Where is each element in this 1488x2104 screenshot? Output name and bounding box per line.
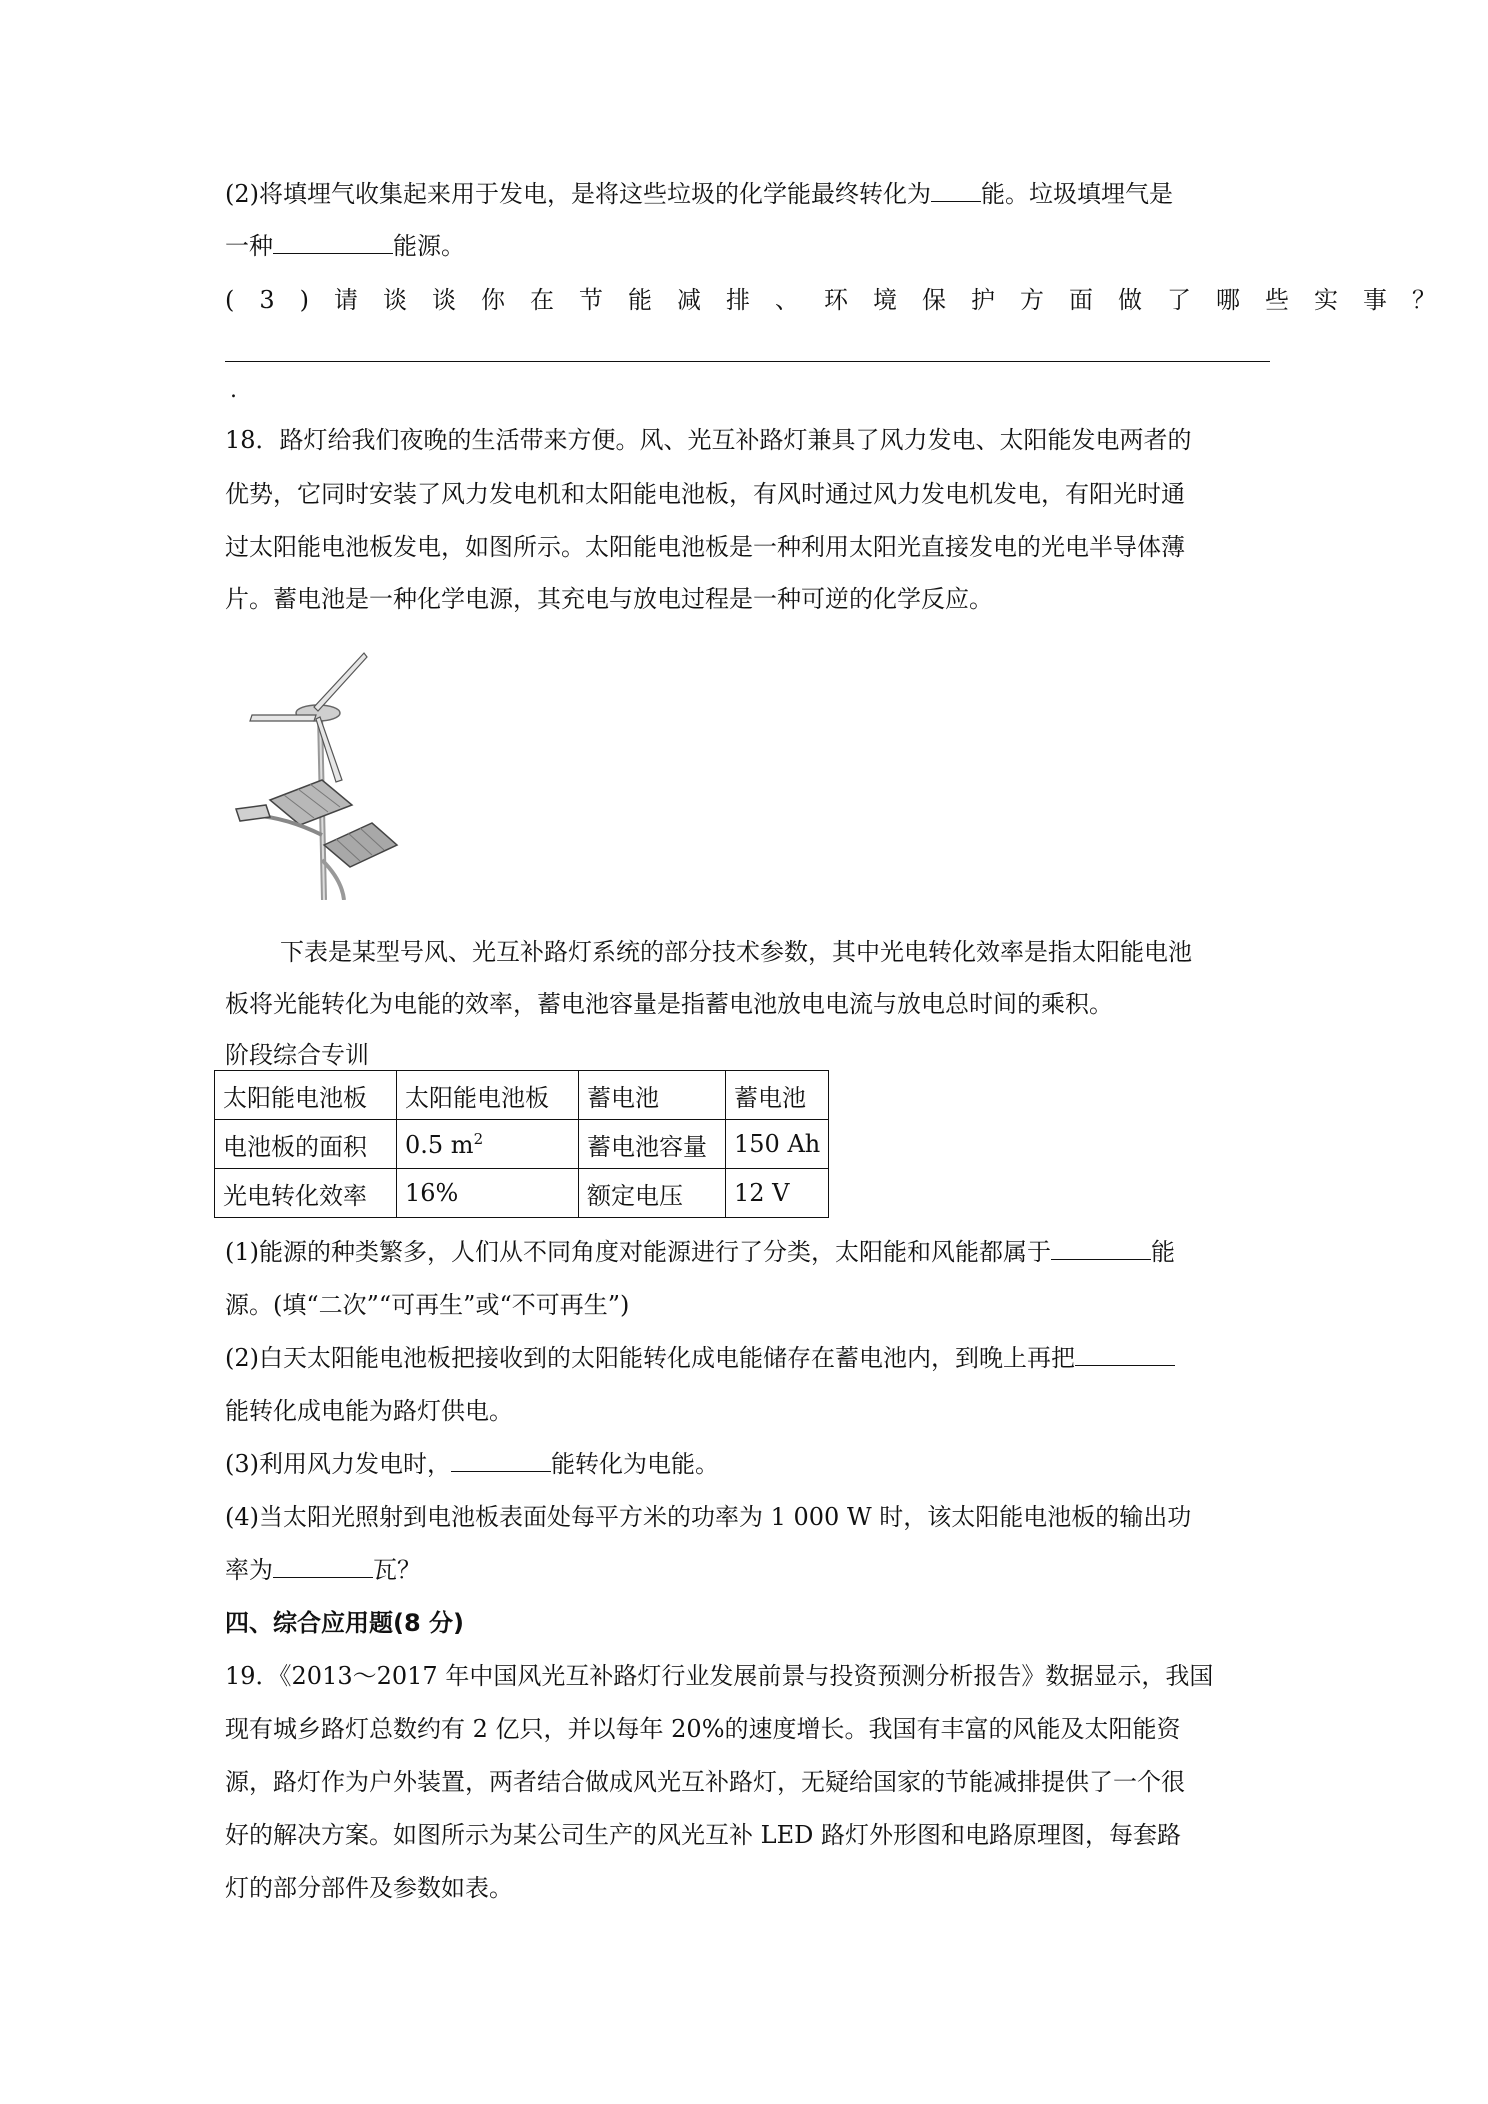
q19-line: 灯的部分部件及参数如表。	[225, 1874, 513, 1902]
q19-line: 现有城乡路灯总数约有 2 亿只，并以每年 20%的速度增长。我国有丰富的风能及太阳能资	[225, 1715, 1181, 1743]
q18-sub3-text-b: 能转化为电能。	[551, 1450, 719, 1478]
table-cell: 光电转化效率	[215, 1169, 397, 1218]
q17-part2-text-d: 能源。	[393, 232, 465, 260]
section-heading: 四、综合应用题(8 分)	[225, 1609, 464, 1637]
table-cell: 12 V	[726, 1169, 829, 1218]
table-row	[215, 1120, 829, 1169]
answer-line[interactable]	[225, 361, 1270, 362]
q19-line: 源，路灯作为户外装置，两者结合做成风光互补路灯，无疑给国家的节能减排提供了一个很	[225, 1768, 1185, 1796]
q18-sub3-line	[225, 1447, 719, 1481]
table-cell: 额定电压	[579, 1169, 726, 1218]
q18-intro-line: 优势，它同时安装了风力发电机和太阳能电池板，有风时通过风力发电机发电，有阳光时通	[225, 480, 1185, 508]
answer-blank[interactable]	[273, 1553, 373, 1578]
line-end-dot: .	[230, 378, 237, 403]
q19-line: 好的解决方案。如图所示为某公司生产的风光互补 LED 路灯外形图和电路原理图，每套路	[225, 1821, 1181, 1849]
table-row	[215, 1169, 829, 1218]
q17-part2-line2	[225, 229, 465, 263]
table-cell: 电池板的面积	[215, 1120, 397, 1169]
table-cell: 太阳能电池板	[397, 1071, 579, 1120]
q19-line: 19．《2013～2017 年中国风光互补路灯行业发展前景与投资预测分析报告》数据显示，我国	[225, 1662, 1214, 1690]
q17-part2-text-b: 能。垃圾填埋气是	[981, 180, 1173, 208]
table-cell: 蓄电池容量	[579, 1120, 726, 1169]
answer-blank[interactable]	[273, 229, 393, 254]
table-row	[215, 1071, 829, 1120]
q17-part2-line1	[225, 177, 1173, 211]
answer-blank[interactable]	[931, 177, 981, 202]
table-cell: 蓄电池	[579, 1071, 726, 1120]
q18-sub2-text-a: (2)白天太阳能电池板把接收到的太阳能转化成电能储存在蓄电池内，到晚上再把	[225, 1344, 1075, 1372]
q17-part2-text-c: 一种	[225, 232, 273, 260]
q18-table-intro-line: 下表是某型号风、光互补路灯系统的部分技术参数，其中光电转化效率是指太阳能电池	[280, 938, 1192, 966]
unit-superscript: 2	[473, 1129, 484, 1148]
section-label: 阶段综合专训	[225, 1041, 369, 1069]
answer-blank[interactable]	[1075, 1341, 1175, 1366]
q18-intro-line: 18．路灯给我们夜晚的生活带来方便。风、光互补路灯兼具了风力发电、太阳能发电两者的	[225, 426, 1192, 454]
q18-sub2-line1	[225, 1341, 1175, 1375]
q18-sub2-line2: 能转化成电能为路灯供电。	[225, 1397, 513, 1425]
table-cell: 太阳能电池板	[215, 1071, 397, 1120]
answer-blank[interactable]	[451, 1447, 551, 1472]
wind-solar-street-lamp-figure	[232, 645, 402, 900]
q18-intro-line: 片。蓄电池是一种化学电源，其充电与放电过程是一种可逆的化学反应。	[225, 585, 993, 613]
q18-sub1-line1	[225, 1235, 1175, 1269]
table-cell	[397, 1120, 579, 1169]
q18-sub1-line2: 源。(填“二次”“可再生”或“不可再生”)	[225, 1291, 630, 1319]
q17-part3-question: (3)请谈谈你在节能减排、环境保护方面做了哪些实事？	[225, 286, 1461, 314]
spec-table	[214, 1070, 829, 1218]
table-cell: 蓄电池	[726, 1071, 829, 1120]
q18-sub1-text-a: (1)能源的种类繁多，人们从不同角度对能源进行了分类，太阳能和风能都属于	[225, 1238, 1051, 1266]
q18-sub4-line2	[225, 1553, 421, 1587]
answer-blank[interactable]	[1051, 1235, 1151, 1260]
table-cell: 150 Ah	[726, 1120, 829, 1169]
area-value: 0.5 m	[405, 1130, 474, 1159]
q18-sub4-text-c: 瓦？	[373, 1556, 421, 1584]
q18-intro-line: 过太阳能电池板发电，如图所示。太阳能电池板是一种利用太阳光直接发电的光电半导体薄	[225, 533, 1185, 561]
q17-part2-text-a: (2)将填埋气收集起来用于发电，是将这些垃圾的化学能最终转化为	[225, 180, 931, 208]
q18-sub4-text-b: 率为	[225, 1556, 273, 1584]
q18-sub1-text-b: 能	[1151, 1238, 1175, 1266]
q18-sub4-line1: (4)当太阳光照射到电池板表面处每平方米的功率为 1 000 W 时，该太阳能电池板的输出功	[225, 1503, 1192, 1531]
table-cell: 16%	[397, 1169, 579, 1218]
q18-sub3-text-a: (3)利用风力发电时，	[225, 1450, 451, 1478]
q18-table-intro-line: 板将光能转化为电能的效率，蓄电池容量是指蓄电池放电电流与放电总时间的乘积。	[225, 990, 1113, 1018]
